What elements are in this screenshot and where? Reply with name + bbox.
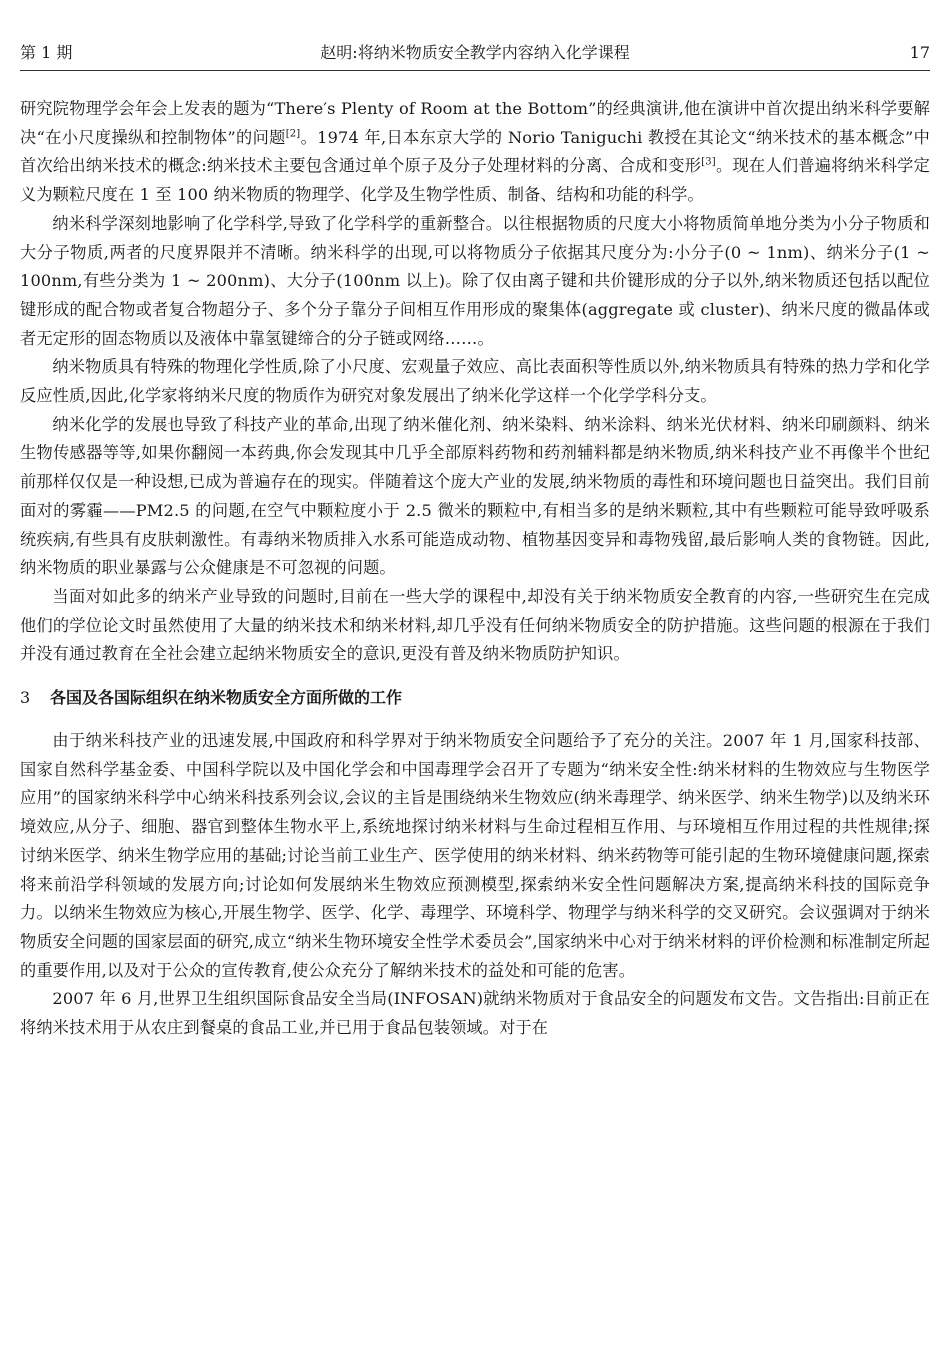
- section-number: 3: [20, 688, 31, 708]
- paragraph-text: 研究院物理学会年会上发表的题为“There′s Plenty of Room at the Bottom”的经典演讲,他在演讲中首次提出纳米科学要解决“在小尺度操纵和控制物体”的问题: [20, 99, 930, 147]
- header-rule: [20, 70, 930, 71]
- body-paragraph: 纳米化学的发展也导致了科技产业的革命,出现了纳米催化剂、纳米染料、纳米涂料、纳米光伏材料、纳米印刷颜料、纳米生物传感器等等,如果你翻阅一本药典,你会发现其中几乎全部原料药物和药剂辅料都是纳米物质,纳米科技产业不再像半个世纪前那样仅仅是一种设想,已成为普遍存在的现实。伴随着这个庞大产业的发展,纳米物质的毒性和环境问题也日益突出。我们目前面对的雾霾——PM2.5 的问题,在空气中颗粒度小于 2.5 微米的颗粒中,有相当多的是纳米颗粒,其中有些颗粒可能导致呼吸系统疾病,有些具有皮肤刺激性。有毒纳米物质排入水系可能造成动物、植物基因变异和毒物残留,最后影响人类的食物链。因此,纳米物质的职业暴露与公众健康是不可忽视的问题。: [20, 414, 930, 578]
- page-number: 17: [909, 43, 930, 62]
- body-paragraph: 纳米科学深刻地影响了化学科学,导致了化学科学的重新整合。以往根据物质的尺度大小将物质简单地分类为小分子物质和大分子物质,两者的尺度界限并不清晰。纳米科学的出现,可以将物质分子依据其尺度分为:小分子(0 ~ 1nm)、纳米分子(1 ~ 100nm,有些分类为 1 ~ 200nm)、大分子(100nm 以上)。除了仅由离子键和共价键形成的分子以外,纳米物质还包括以配位键形成的配合物或者复合物超分子、多个分子靠分子间相互作用形成的聚集体(aggregate 或 cluster)、纳米尺度的微晶体或者无定形的固态物质以及液体中靠氢键缔合的分子链或网络……。: [20, 213, 930, 348]
- body-paragraph: 2007 年 6 月,世界卫生组织国际食品安全当局(INFOSAN)就纳米物质对于食品安全的问题发布文告。文告指出:目前正在将纳米技术用于从农庄到餐桌的食品工业,并已用于食品包装领域。对于在: [20, 989, 930, 1038]
- running-head: [20, 40, 930, 66]
- article-body: [20, 95, 930, 1043]
- body-paragraph: 当面对如此多的纳米产业导致的问题时,目前在一些大学的课程中,却没有关于纳米物质安全教育的内容,一些研究生在完成他们的学位论文时虽然使用了大量的纳米技术和纳米材料,却几乎没有任何纳米物质安全的防护措施。这些问题的根源在于我们并没有通过教育在全社会建立起纳米物质安全的意识,更没有普及纳米物质防护知识。: [20, 586, 930, 664]
- citation-ref: [3]: [701, 157, 716, 169]
- body-paragraph: 纳米物质具有特殊的物理化学性质,除了小尺度、宏观量子效应、高比表面积等性质以外,纳米物质具有特殊的热力学和化学反应性质,因此,化学家将纳米尺度的物质作为研究对象发展出了纳米化学这样一个化学学科分支。: [20, 357, 930, 406]
- citation-ref: [2]: [285, 128, 301, 140]
- journal-issue: 第 1 期: [20, 43, 73, 62]
- section-title: 各国及各国际组织在纳米物质安全方面所做的工作: [50, 688, 403, 708]
- paragraph-text: 。1974 年,日本东京大学的 Norio Taniguchi 教授在其论文“纳米技术的基本概念”中首次给出纳米技术的概念:纳米技术主要包含通过单个原子及分子处理材料的分离、合成和变形: [20, 127, 930, 176]
- running-title: 赵明:将纳米物质安全教学内容纳入化学课程: [320, 43, 630, 62]
- paragraph-text: 。现在人们普遍将纳米科学定义为颗粒尺度在 1 至 100 纳米物质的物理学、化学及生物学性质、制备、结构和功能的科学。: [20, 156, 930, 205]
- body-paragraph: 由于纳米科技产业的迅速发展,中国政府和科学界对于纳米物质安全问题给予了充分的关注。2007 年 1 月,国家科技部、国家自然科学基金委、中国科学院以及中国化学会和中国毒理学会召开了专题为“纳米安全性:纳米材料的生物效应与生物医学应用”的国家纳米科学中心纳米科技系列会议,会议的主旨是围绕纳米生物效应(纳米毒理学、纳米医学、纳米生物学)以及纳米环境效应,从分子、细胞、器官到整体生物水平上,系统地探讨纳米材料与生命过程相互作用、与环境相互作用过程的共性规律;探讨纳米医学、纳米生物学应用的基础;讨论当前工业生产、医学使用的纳米材料、纳米药物等可能引起的生物环境健康问题,探索将来前沿学科领域的发展方向;讨论如何发展纳米生物效应预测模型,探索纳米安全性问题解决方案,提高纳米科技的国际竞争力。以纳米生物效应为核心,开展生物学、医学、化学、毒理学、环境科学、物理学与纳米科学的交叉研究。会议强调对于纳米物质安全问题的国家层面的研究,成立“纳米生物环境安全性学术委员会”,国家纳米中心对于纳米材料的评价检测和标准制定所起的重要作用,以及对于公众的宣传教育,使公众充分了解纳米技术的益处和可能的危害。: [20, 731, 930, 980]
- section-heading: [20, 683, 930, 713]
- body-paragraph: [20, 95, 930, 210]
